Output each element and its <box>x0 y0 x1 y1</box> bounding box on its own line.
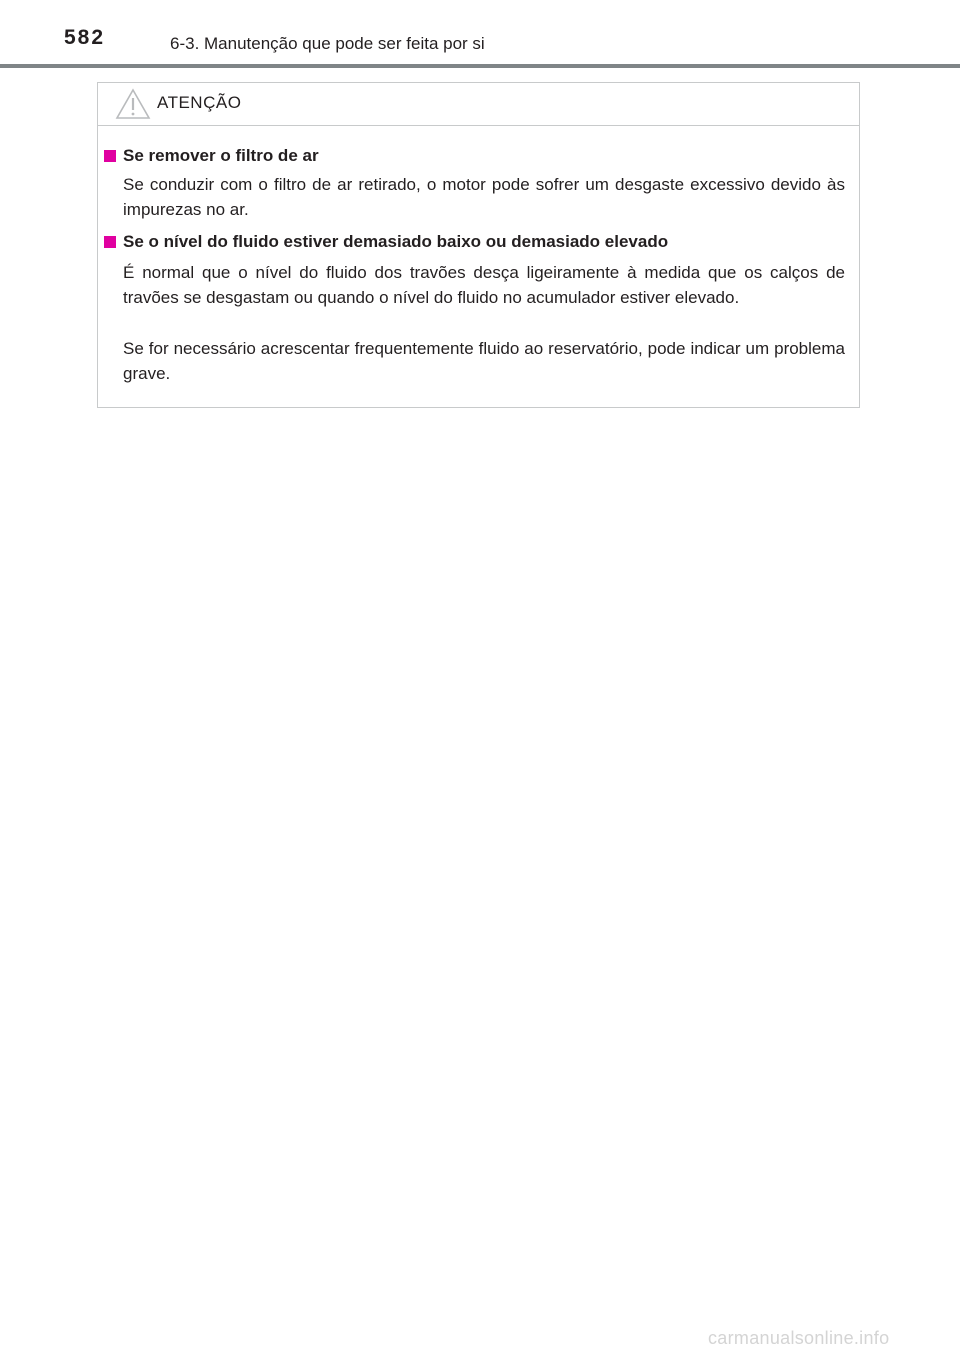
section-heading-text: Se o nível do fluido estiver demasiado baixo ou demasiado elevado <box>123 232 669 251</box>
warning-triangle-icon <box>114 87 152 121</box>
bullet-square-icon <box>104 236 116 248</box>
warning-header <box>98 83 859 126</box>
section-heading <box>104 146 319 166</box>
section-paragraph: Se conduzir com o filtro de ar retirado, o motor pode sofrer um desgaste excessivo devido às impurezas no ar. <box>123 175 845 219</box>
section-paragraph: É normal que o nível do fluido dos travões desça ligeiramente à medida que os calços de travões se desgastam ou quando o nível do fluido no acumulador estiver elevado. <box>123 263 845 307</box>
section-heading <box>104 232 668 252</box>
bullet-square-icon <box>104 150 116 162</box>
warning-box <box>97 82 860 408</box>
warning-title: ATENÇÃO <box>157 93 242 112</box>
section-title: 6-3. Manutenção que pode ser feita por si <box>170 34 485 53</box>
header-rule <box>0 64 960 68</box>
page-number: 582 <box>64 26 106 49</box>
section-paragraph: Se for necessário acrescentar frequentemente fluido ao reservatório, pode indicar um problema grave. <box>123 339 845 383</box>
section-heading-text: Se remover o filtro de ar <box>123 146 319 165</box>
site-watermark: carmanualsonline.info <box>708 1328 890 1348</box>
